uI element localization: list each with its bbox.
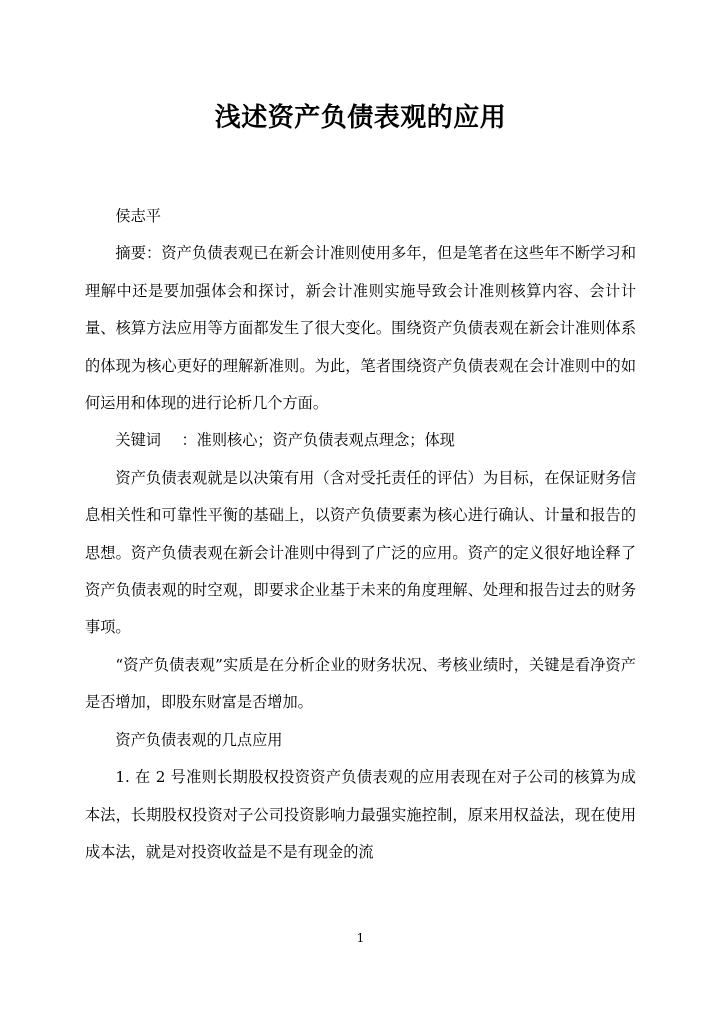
essence-paragraph: “资产负债表观”实质是在分析企业的财务状况、考核业绩时，关键是看净资产是否增加，即股东财富是否增加。 [85,655,636,712]
keywords-value: ：准则核心；资产负债表观点理念；体现 [181,431,455,450]
intro-paragraph: 资产负债表观就是以决策有用（含对受托责任的评估）为目标，在保证财务信息相关性和可靠性平衡的基础上，以资产负债要素为核心进行确认、计量和报告的思想。资产负债表观在新会计准则中得到了广泛的应用。资产的定义很好地诠释了资产负债表观的时空观，即要求企业基于未来的角度理解、处理和报告过去的财务事项。 [85,468,636,637]
document-body [85,198,636,871]
keywords-label: 关键词 [115,431,161,450]
item-1-paragraph: 1. 在 2 号准则长期股权投资资产负债表观的应用表现在对子公司的核算为成本法，长期股权投资对子公司投资影响力最强实施控制，原来用权益法，现在使用成本法，就是对投资收益是不是有现金的流 [85,768,636,861]
keywords-paragraph [85,422,636,459]
section-heading: 资产负债表观的几点应用 [115,730,283,749]
page-title: 浅述资产负债表观的应用 [214,103,507,134]
author-line: 侯志平 [115,207,161,225]
abstract-paragraph: 摘要：资产负债表观已在新会计准则使用多年，但是笔者在这些年不断学习和理解中还是要加强体会和探讨，新会计准则实施导致会计准则核算内容、会计计量、核算方法应用等方面都发生了很大变化。围绕资产负债表观在新会计准则体系的体现为核心更好的理解新准则。为此，笔者围绕资产负债表观在会计准则中的如何运用和体现的进行论析几个方面。 [85,244,636,413]
page-number: 1 [356,931,365,945]
